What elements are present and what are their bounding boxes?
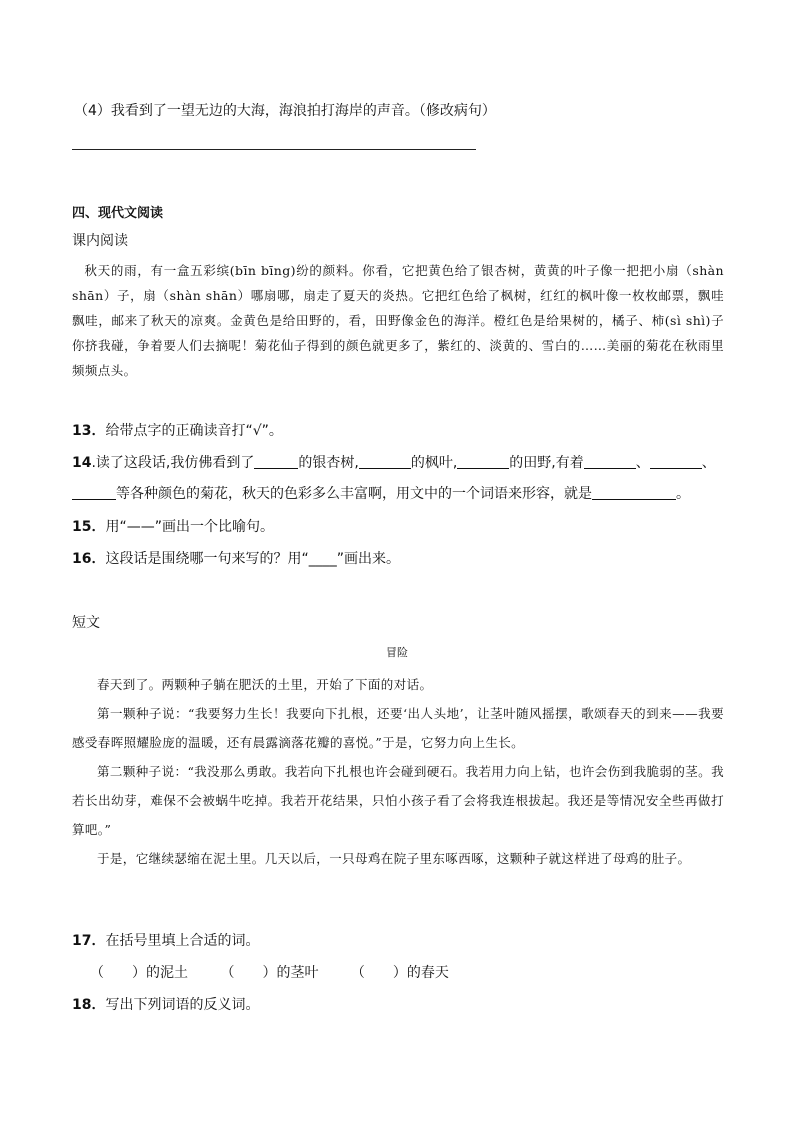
question-text: 写出下列词语的反义词。 [105,997,260,1013]
fill-bracket-stem-leaf[interactable]: （ ）的茎叶 [220,965,319,981]
question-number: 13． [72,423,106,439]
reading-subheading-in-class: 课内阅读 [72,233,128,249]
fill-blank[interactable] [254,454,298,469]
fill-blank[interactable] [650,454,702,469]
story-paragraph-1: 春天到了。两颗种子躺在肥沃的土里，开始了下面的对话。 [97,677,433,692]
separator: 、 [635,455,650,471]
fill-blank[interactable] [359,454,411,469]
question-number: 16． [72,551,106,567]
question-16 [72,548,400,568]
question-text: 的田野,有着 [509,455,584,471]
question-text: 给带点字的正确读音打“√”。 [105,423,283,439]
story-paragraph-3: 第二颗种子说：“我没那么勇敢。我若向下扎根也许会碰到硬石。我若用力向上钻，也许会伤到我脆弱的茎。我若长出幼芽，难保不会被蜗牛吃掉。我若开花结果，只怕小孩子看了会将我连根拔起。我还是等情况安全些再做打算吧。” [72,764,724,837]
fill-blank[interactable] [592,485,676,500]
answer-line-q4 [72,149,476,150]
question-15 [72,516,274,536]
question-number: 15． [72,519,106,535]
passage-paragraph: 秋天的雨，有一盒五彩缤(bīn bīng)纷的颜料。你看，它把黄色给了银杏树，黄黄的叶子像一把把小扇（shàn shān）子，扇（shàn shān）哪扇哪，扇走了夏天的炎热。它把红色给了枫树，红红的枫叶像一枚枚邮票，飘哇飘哇，邮来了秋天的凉爽。金黄色是给田野的，看，田野像金色的海洋。橙红色是给果树的，橘子、柿(sì shì)子你挤我碰，争着要人们去摘呢！菊花仙子得到的颜色就更多了，紫红的、淡黄的、雪白的……美丽的菊花在秋雨里频频点头。 [72,263,724,378]
question-text: 等各种颜色的菊花，秋天的色彩多么丰富啊，用文中的一个词语来形容，就是 [116,486,592,502]
question-14-line-2 [72,483,690,503]
question-text: 在括号里填上合适的词。 [105,933,260,949]
fill-bracket-spring[interactable]: （ ）的春天 [350,965,449,981]
question-text: .读了这段话,我仿佛看到了 [91,455,255,471]
reading-subheading-short-text: 短文 [72,615,100,631]
question-text: 。 [676,486,690,502]
reading-passage-adventure [72,670,724,873]
question-number: 17． [72,933,106,949]
reading-passage-autumn-rain [72,258,724,383]
question-number: 18． [72,997,106,1013]
fill-blank[interactable] [584,454,636,469]
question-text: 的枫叶, [410,455,458,471]
separator: 、 [701,455,716,471]
fill-blank[interactable] [457,454,509,469]
question-17-options [90,962,477,982]
question-13 [72,420,283,440]
question-text: 用“——”画出一个比喻句。 [105,519,274,535]
story-paragraph-4: 于是，它继续瑟缩在泥土里。几天以后，一只母鸡在院子里东啄西啄，这颗种子就这样进了母鸡的肚子。 [97,851,691,866]
question-number: 14 [72,455,92,471]
section-heading: 四、现代文阅读 [72,206,164,221]
question-14-line-1 [72,452,716,472]
question-4-sentence: （4）我看到了一望无边的大海，海浪拍打海岸的声音。（修改病句） [74,103,496,119]
question-text: 的银杏树, [298,455,359,471]
fill-blank[interactable] [72,485,116,500]
question-17 [72,930,259,950]
question-18 [72,994,259,1014]
story-title: 冒险 [386,646,408,659]
question-text: 这段话是围绕哪一句来写的？用“____”画出来。 [105,551,400,567]
story-paragraph-2: 第一颗种子说：“我要努力生长！我要向下扎根，还要‘出人头地’，让茎叶随风摇摆，歌颂春天的到来——我要感受春晖照耀脸庞的温暖，还有晨露滴落花瓣的喜悦。”于是，它努力向上生长。 [72,706,724,750]
fill-bracket-soil[interactable]: （ ）的泥土 [90,965,188,981]
